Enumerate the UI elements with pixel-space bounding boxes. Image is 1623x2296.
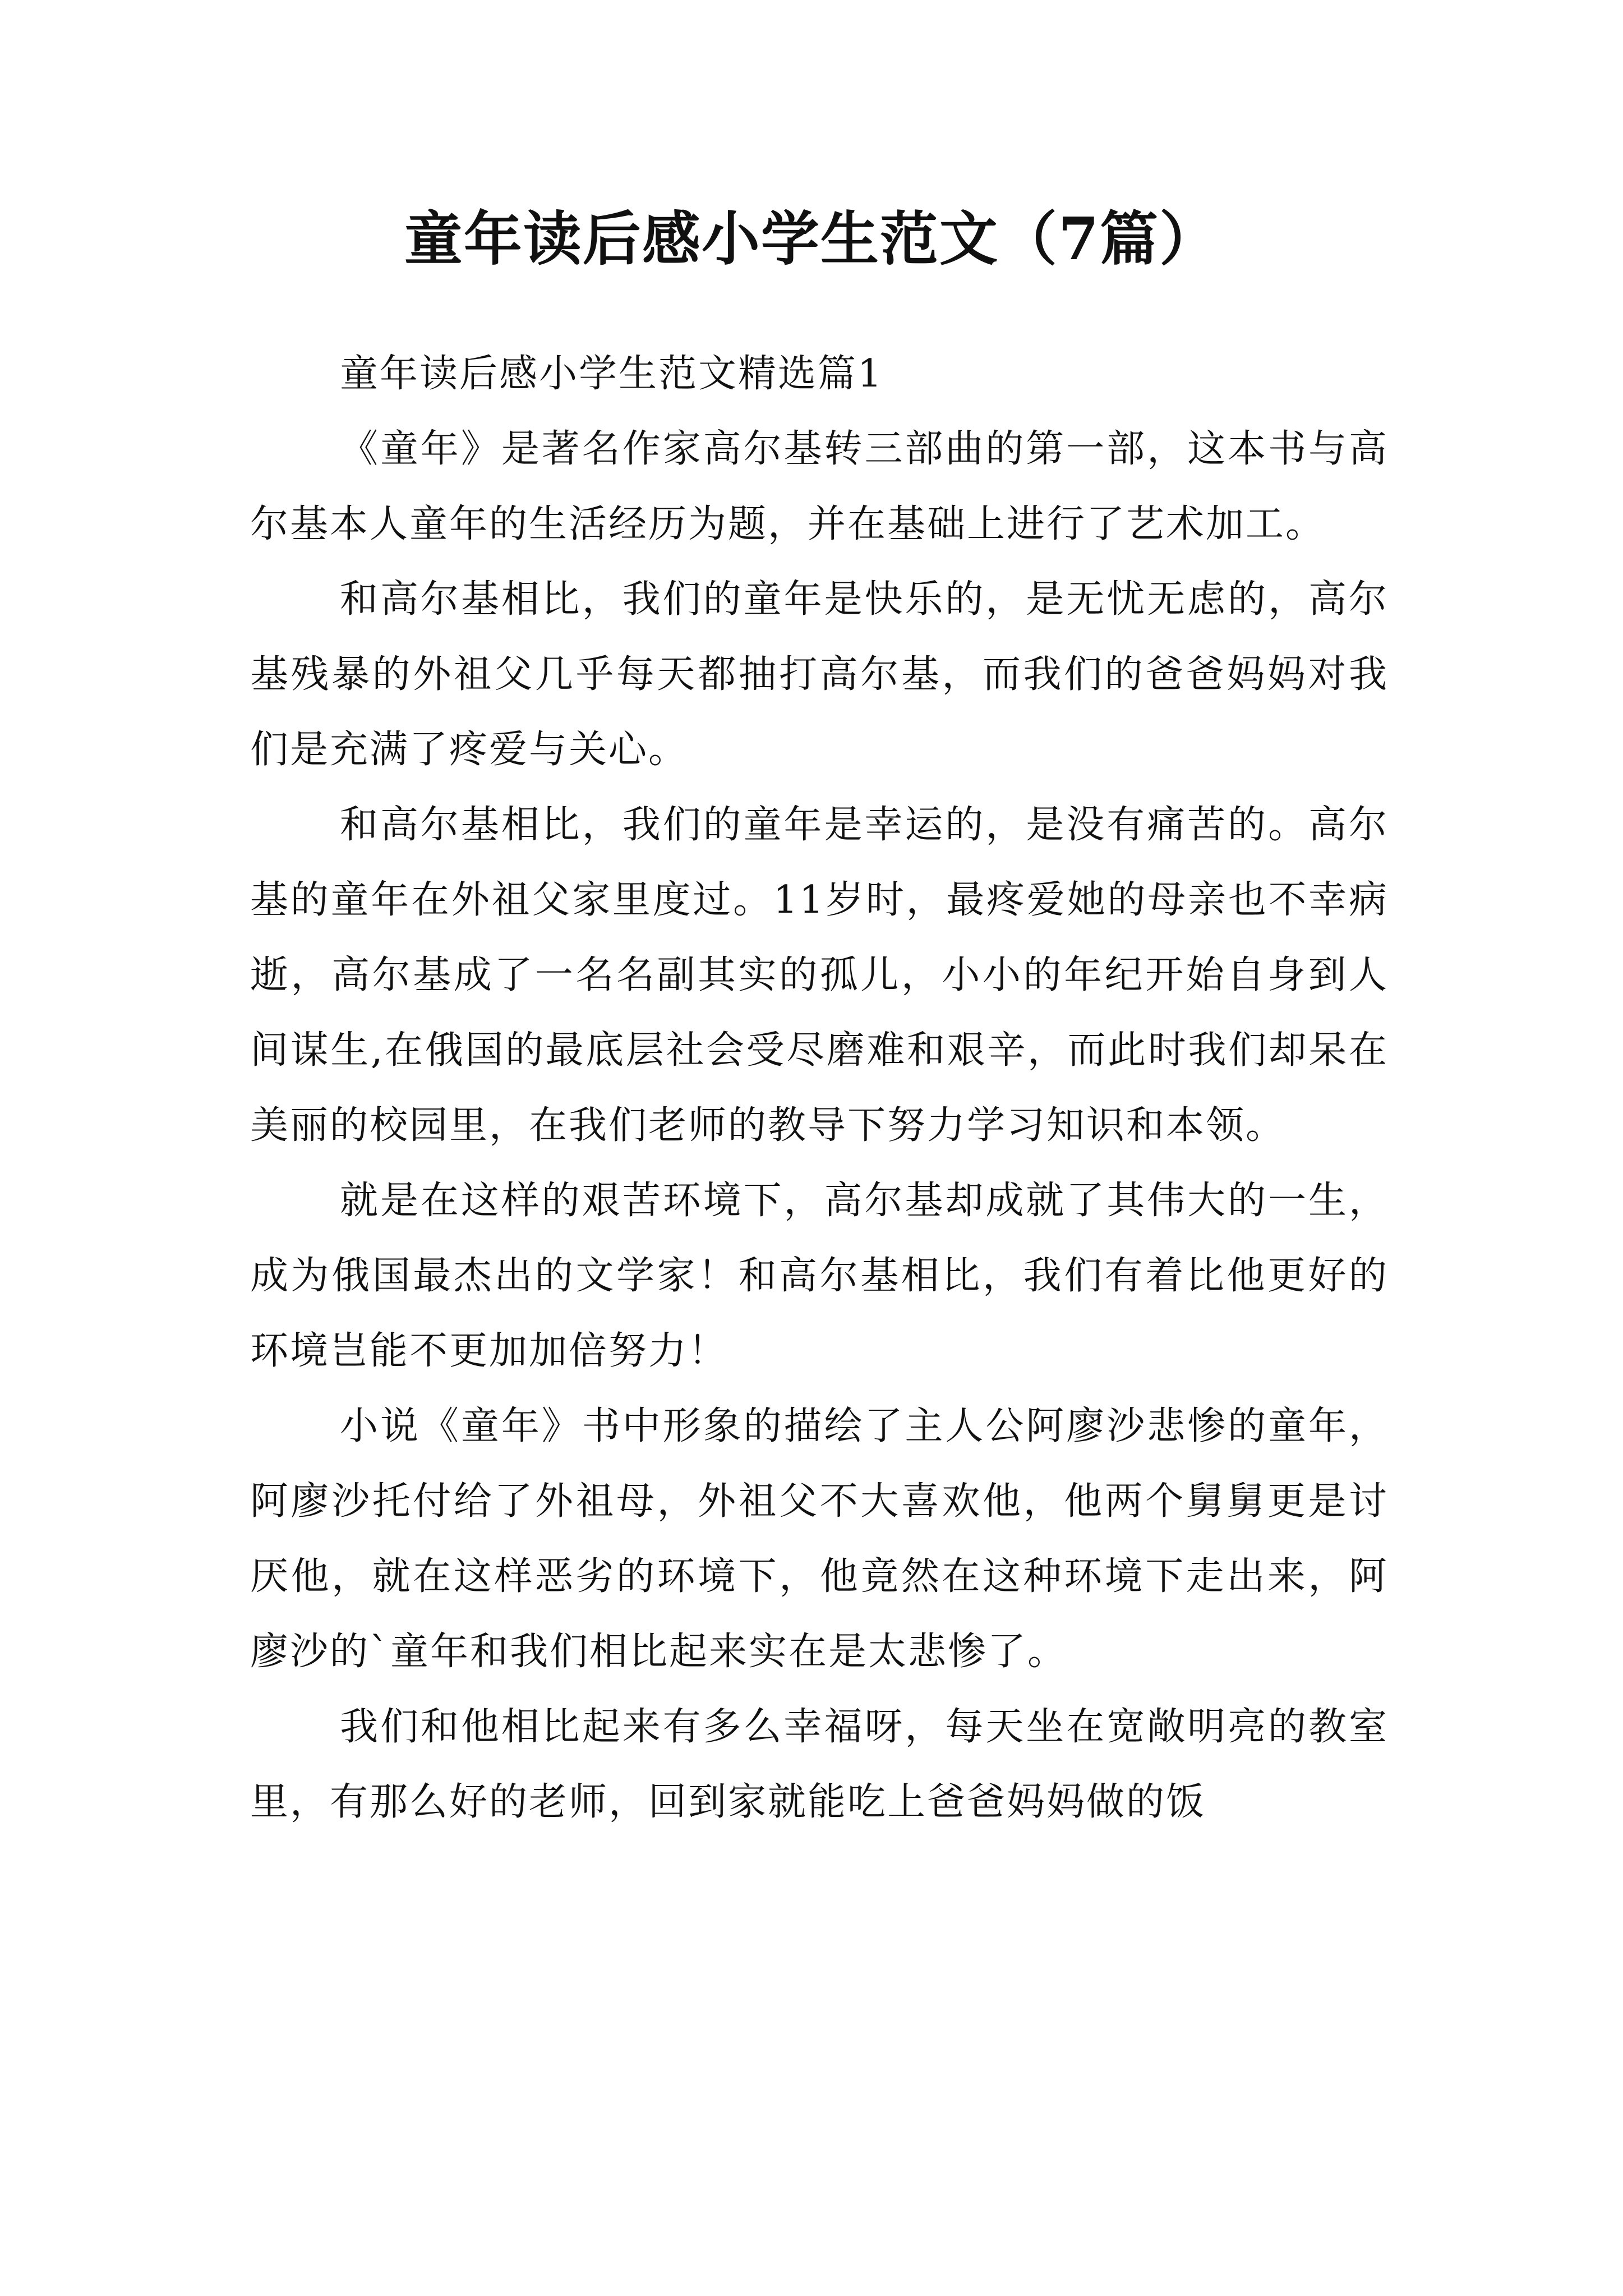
document-title: 童年读后感小学生范文（7篇） <box>404 204 1219 273</box>
paragraph-4: 就是在这样的艰苦环境下，高尔基却成就了其伟大的一生，成为俄国最杰出的文学家！和高尔基相比，我们有着比他更好的环境岂能不更加加倍努力！ <box>250 1179 1389 1373</box>
document-body <box>250 337 1389 1840</box>
paragraph-3: 和高尔基相比，我们的童年是幸运的，是没有痛苦的。高尔基的童年在外祖父家里度过。11岁时，最疼爱她的母亲也不幸病逝，高尔基成了一名名副其实的孤儿，小小的年纪开始自身到人间谋生,在俄国的最底层社会受尽磨难和艰辛，而此时我们却呆在美丽的校园里，在我们老师的教导下努力学习知识和本领。 <box>250 803 1389 1148</box>
paragraph-6: 我们和他相比起来有多么幸福呀，每天坐在宽敞明亮的教室里，有那么好的老师，回到家就能吃上爸爸妈妈做的饭 <box>250 1705 1389 1824</box>
paragraph-5: 小说《童年》书中形象的描绘了主人公阿廖沙悲惨的童年，阿廖沙托付给了外祖母，外祖父不大喜欢他，他两个舅舅更是讨厌他，就在这样恶劣的环境下，他竟然在这种环境下走出来，阿廖沙的`童年和我们相比起来实在是太悲惨了。 <box>250 1404 1389 1674</box>
paragraph-2: 和高尔基相比，我们的童年是快乐的，是无忧无虑的，高尔基残暴的外祖父几乎每天都抽打高尔基，而我们的爸爸妈妈对我们是充满了疼爱与关心。 <box>250 577 1389 772</box>
section-heading: 童年读后感小学生范文精选篇1 <box>340 352 884 396</box>
paragraph-1: 《童年》是著名作家高尔基转三部曲的第一部，这本书与高尔基本人童年的生活经历为题，并在基础上进行了艺术加工。 <box>250 427 1389 546</box>
